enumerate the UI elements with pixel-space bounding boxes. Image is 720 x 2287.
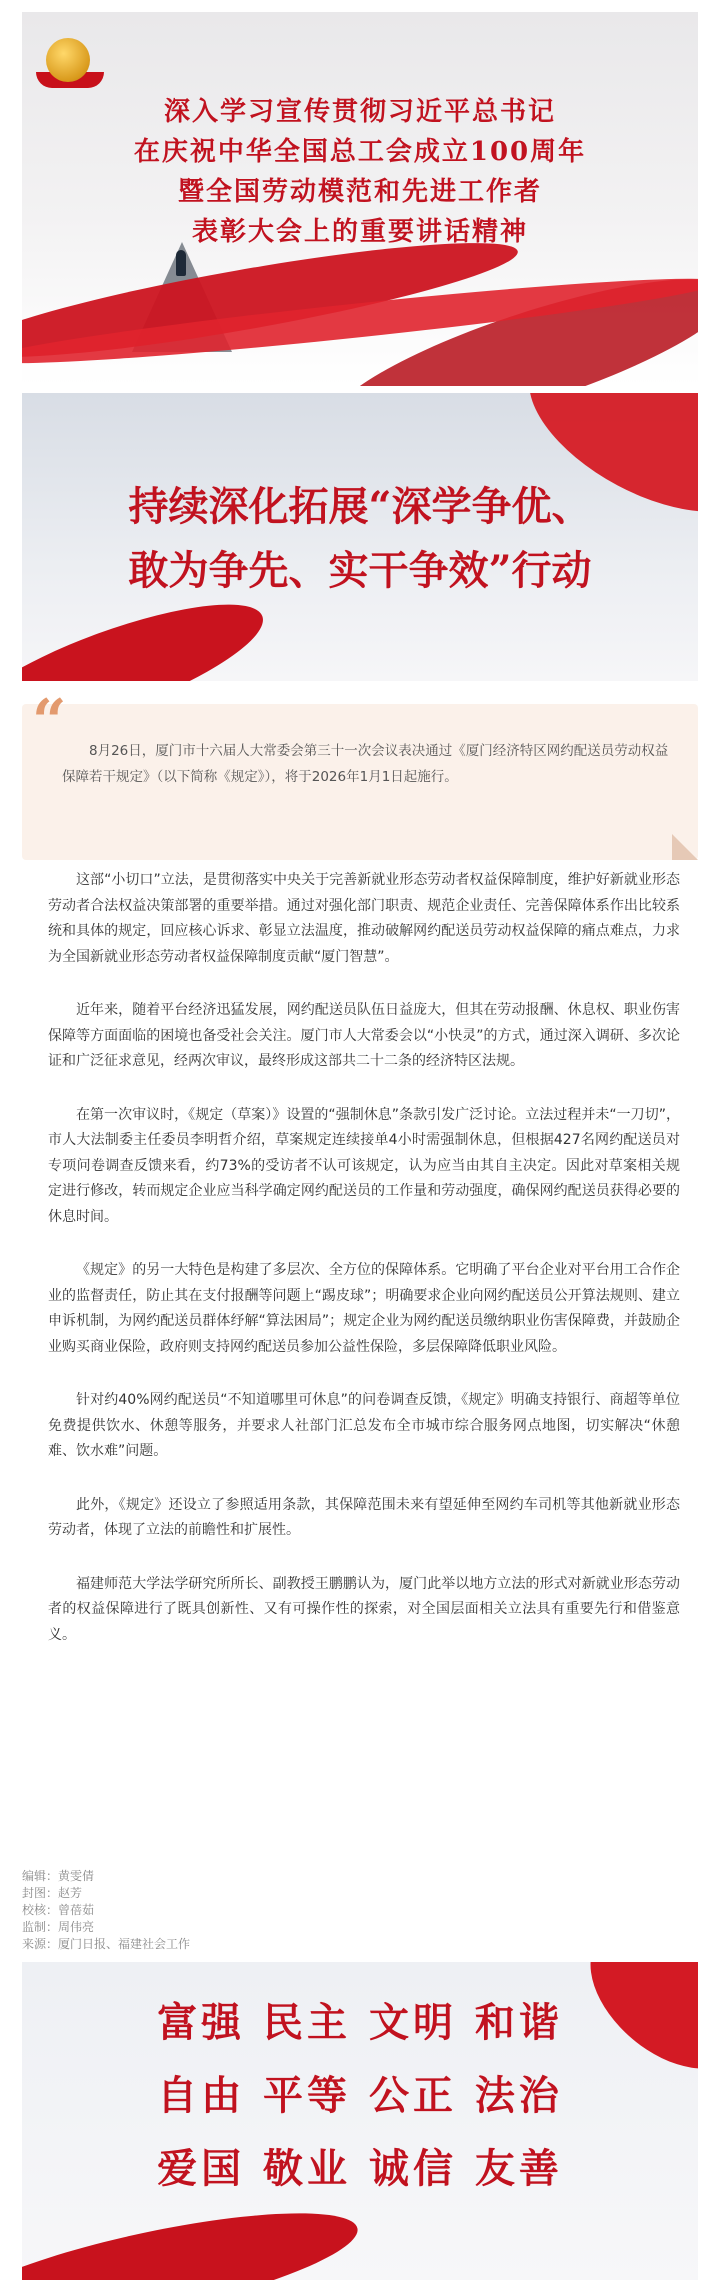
- banner-title: [22, 92, 698, 252]
- core-values-text: [22, 1986, 698, 2205]
- article-paragraph: 针对约40%网约配送员“不知道哪里可休息”的问卷调查反馈，《规定》明确支持银行、商超等单位免费提供饮水、休憩等服务，并要求人社部门汇总发布全市城市综合服务网点地图，切实解决“休憩难、饮水难”问题。: [48, 1392, 680, 1459]
- credit-cover: 封图：赵芳: [22, 1886, 83, 1900]
- campaign-title-line: 持续深化拓展“深学争优、: [128, 483, 592, 530]
- lead-paragraph: 8月26日，厦门市十六届人大常委会第三十一次会议表决通过《厦门经济特区网约配送员劳动权益保障若干规定》（以下简称《规定》），将于2026年1月1日起施行。: [62, 743, 669, 785]
- core-values-line: 富强 民主 文明 和谐: [157, 1999, 563, 2046]
- core-values-banner: [22, 1962, 698, 2280]
- article-paragraph: 福建师范大学法学研究所所长、副教授王鹏鹏认为，厦门此举以地方立法的形式对新就业形态劳动者的权益保障进行了既具创新性、又有可操作性的探索，对全国层面相关立法具有重要先行和借鉴意义。: [48, 1575, 680, 1643]
- core-values-line: 爱国 敬业 诚信 友善: [157, 2145, 563, 2192]
- quote-mark-icon: “: [32, 687, 67, 757]
- credit-supervisor: 监制：周伟亮: [22, 1920, 95, 1934]
- credit-editor: 编辑：黄雯倩: [22, 1869, 95, 1883]
- credit-proofread: 校核：曾蓓茹: [22, 1903, 95, 1917]
- campaign-title: [22, 475, 698, 603]
- article-paragraph: 此外，《规定》还设立了参照适用条款，其保障范围未来有望延伸至网约车司机等其他新就业形态劳动者，体现了立法的前瞻性和扩展性。: [48, 1496, 680, 1538]
- party-emblem-icon: [46, 38, 90, 82]
- article-paragraph: 近年来，随着平台经济迅猛发展，网约配送员队伍日益庞大，但其在劳动报酬、休息权、职业伤害保障等方面面临的困境也备受社会关注。厦门市人大常委会以“小快灵”的方式，通过深入调研、多次论证和广泛征求意见，经两次审议，最终形成这部共二十二条的经济特区法规。: [48, 1002, 680, 1069]
- banner-title-line: 深入学习宣传贯彻习近平总书记: [163, 97, 556, 127]
- credit-source: 来源：厦门日报、福建社会工作: [22, 1937, 191, 1951]
- article-body: [48, 868, 680, 1676]
- article-paragraph: 《规定》的另一大特色是构建了多层次、全方位的保障体系。它明确了平台企业对平台用工合作企业的监督责任，防止其在支付报酬等问题上“踢皮球”；明确要求企业向网约配送员公开算法规则、建立申诉机制，为网约配送员群体纾解“算法困局”；规定企业为网约配送员缴纳职业伤害保障费，并鼓励企业购买商业保险，政府则支持网约配送员参加公益性保险，多层保障降低职业风险。: [48, 1262, 680, 1355]
- article-paragraph: 这部“小切口”立法，是贯彻落实中央关于完善新就业形态劳动者权益保障制度，维护好新就业形态劳动者合法权益决策部署的重要举措。通过对强化部门职责、规范企业责任、完善保障体系作出比较系统和具体的规定，回应核心诉求、彰显立法温度，推动破解网约配送员劳动权益保障的痛点难点，力求为全国新就业形态劳动者权益保障制度贡献“厦门智慧”。: [48, 872, 680, 965]
- core-values-line: 自由 平等 公正 法治: [157, 2072, 563, 2119]
- article-paragraph: 在第一次审议时，《规定（草案）》设置的“强制休息”条款引发广泛讨论。立法过程并未“一刀切”，市人大法制委主任委员李明哲介绍，草案规定连续接单4小时需强制休息，但根据427名网约配送员对专项问卷调查反馈来看，约73%的受访者不认可该规定，认为应当由其自主决定。因此对草案相关规定进行修改，转而规定企业应当科学确定网约配送员的工作量和劳动强度，确保网约配送员获得必要的休息时间。: [48, 1106, 680, 1225]
- folded-corner-graphic: [672, 834, 698, 860]
- lead-quote-box: [22, 687, 698, 860]
- campaign-banner: [22, 393, 698, 681]
- banner-title-line: 暨全国劳动模范和先进工作者: [177, 177, 542, 207]
- header-banner: [22, 12, 698, 386]
- standing-figure-graphic: [176, 250, 186, 276]
- campaign-title-line: 敢为争先、实干争效”行动: [128, 547, 592, 594]
- editorial-credits: [22, 1868, 190, 1953]
- banner-title-line: 表彰大会上的重要讲话精神: [191, 217, 528, 247]
- banner-title-line: 在庆祝中华全国总工会成立100周年: [133, 137, 587, 167]
